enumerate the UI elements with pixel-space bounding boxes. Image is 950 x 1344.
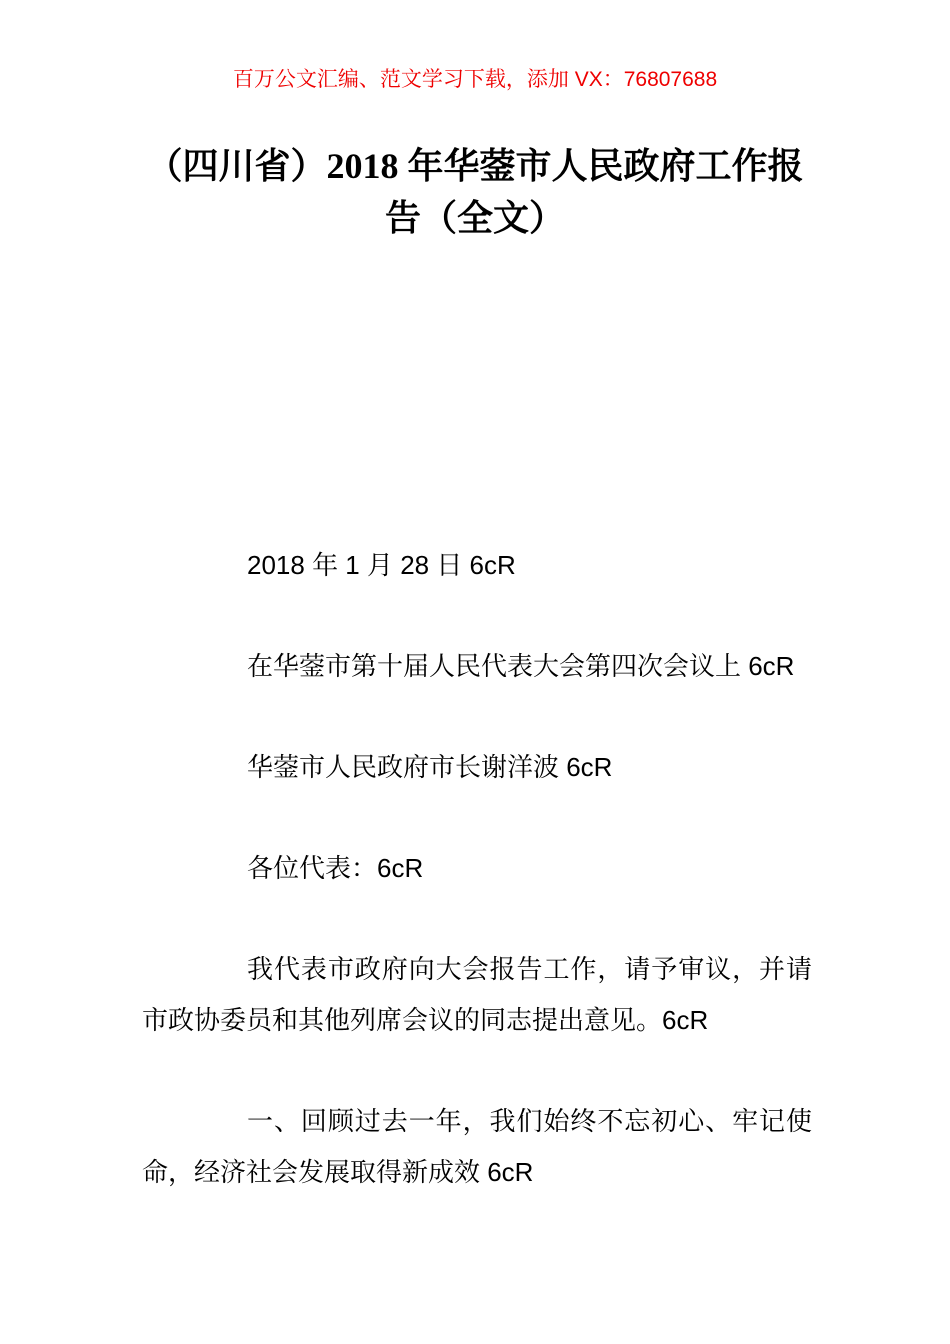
document-body	[142, 540, 812, 1198]
document-title-line-2: 告（全文）	[384, 198, 565, 238]
paragraph-date: 2018 年 1 月 28 日 6cR	[247, 550, 516, 580]
paragraph-conference: 在华蓥市第十届人民代表大会第四次会议上 6cR	[247, 651, 795, 681]
paragraph-speaker: 华蓥市人民政府市长谢洋波 6cR	[247, 752, 613, 782]
document-title	[135, 140, 815, 244]
promo-header: 百万公文汇编、范文学习下载，添加 VX：76807688	[232, 68, 718, 91]
paragraph-report-intro: 我代表市政府向大会报告工作，请予审议，并请市政协委员和其他列席会议的同志提出意见。6cR	[142, 954, 812, 1035]
paragraph-salutation: 各位代表：6cR	[247, 853, 424, 883]
document-title-line-1: （四川省）2018 年华蓥市人民政府工作报	[146, 146, 804, 186]
paragraph-section-heading: 一、回顾过去一年，我们始终不忘初心、牢记使命，经济社会发展取得新成效 6cR	[142, 1106, 812, 1187]
